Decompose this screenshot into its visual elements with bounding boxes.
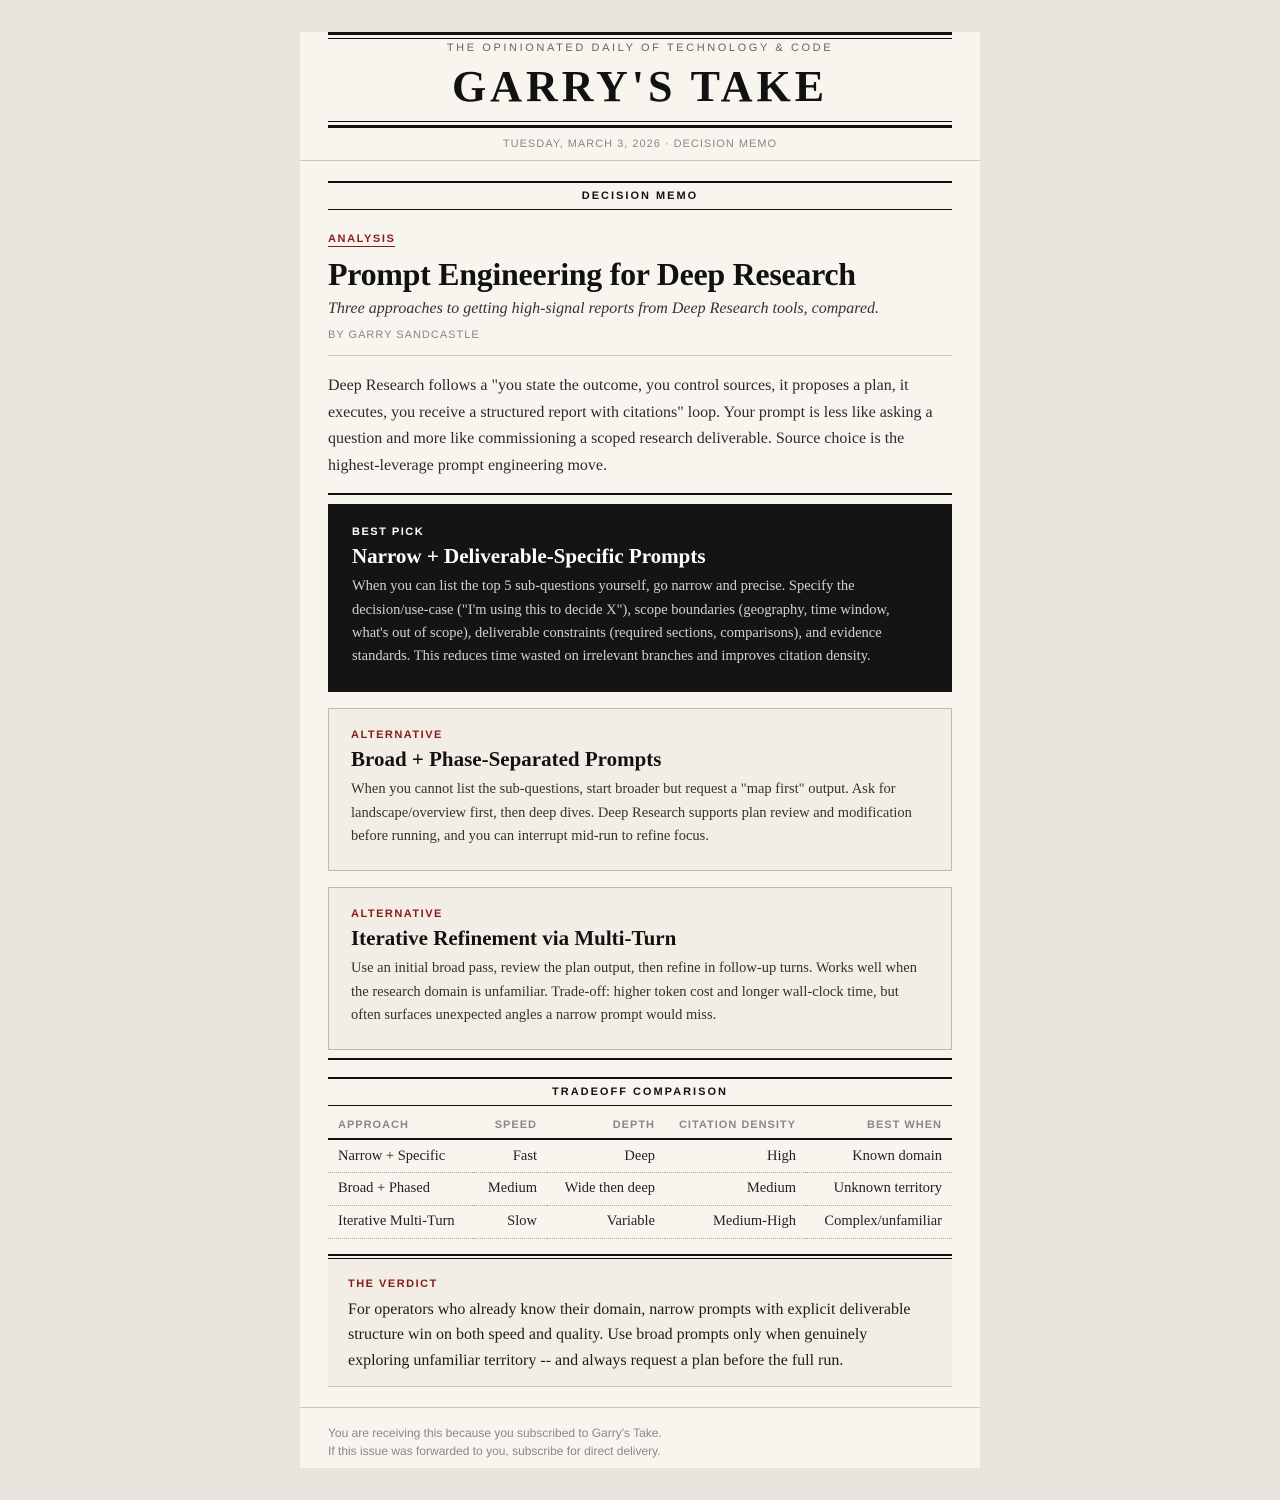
table-cell: Fast (473, 1139, 547, 1172)
masthead-rule-thin (328, 121, 952, 122)
lede-paragraph: Deep Research follows a "you state the outcome, you control sources, it proposes a plan, it executes, you receive a structured report with citations" loop. Your prompt is less like asking a question and more like commissioning a scoped research deliverable. Source choice is the highest-leverage prompt engineering move. (328, 377, 933, 474)
verdict-body: For operators who already know their domain, narrow prompts with explicit deliverable structure win on both speed and quality. Use broad prompts only when genuinely exploring unfamiliar territory -- and always request a plan before the full run. (348, 1300, 911, 1369)
alternative-body: Use an initial broad pass, review the plan output, then refine in follow-up turns. Works well when the research domain is unfamiliar. Trade-off: higher token cost and longer wall-clock time, but often surfaces unexpected angles a narrow prompt would miss. (351, 960, 917, 1023)
table-cell: Known domain (806, 1139, 952, 1172)
best-pick-body: When you can list the top 5 sub-questions yourself, go narrow and precise. Specify the decision/use-case ("I'm using this to decide X"), scope boundaries (geography, time window, what's out of scope), deliverable constraints (required sections, comparisons), and evidence standards. This reduces time wasted on irrelevant branches and improves citation density. (352, 578, 890, 664)
table-cell: Wide then deep (547, 1172, 665, 1205)
alternative-title: Iterative Refinement via Multi-Turn (351, 926, 677, 951)
divider (328, 355, 952, 356)
brand-title: GARRY'S TAKE (451, 62, 829, 111)
dateline: TUESDAY, MARCH 3, 2026 · DECISION MEMO (502, 138, 778, 150)
alternative-card (328, 887, 952, 1050)
alternative-card (328, 708, 952, 871)
best-pick-label: BEST PICK (352, 526, 425, 539)
tagline: THE OPINIONATED DAILY OF TECHNOLOGY & CODE (446, 42, 834, 54)
kicker[interactable]: ANALYSIS (328, 233, 396, 245)
divider (328, 493, 952, 495)
table-cell: Medium (665, 1172, 806, 1205)
dek: Three approaches to getting high-signal reports from Deep Research tools, compared. (328, 300, 880, 317)
section-label: DECISION MEMO (328, 181, 952, 210)
table-cell: High (665, 1139, 806, 1172)
best-pick-title: Narrow + Deliverable-Specific Prompts (352, 544, 706, 569)
column-header-best-when: BEST WHEN (806, 1111, 952, 1139)
newsletter-page (300, 32, 980, 1468)
best-pick-card (328, 504, 952, 692)
table-cell: Medium (473, 1172, 547, 1205)
table-cell: Iterative Multi-Turn (328, 1205, 473, 1238)
masthead (300, 32, 980, 151)
table-header-row (328, 1111, 952, 1139)
divider (328, 1058, 952, 1060)
alternative-title: Broad + Phase-Separated Prompts (351, 747, 662, 772)
table-cell: Complex/unfamiliar (806, 1205, 952, 1238)
table-cell: Narrow + Specific (328, 1139, 473, 1172)
table-cell: Deep (547, 1139, 665, 1172)
masthead-rule (328, 32, 952, 35)
verdict-label: THE VERDICT (348, 1277, 438, 1290)
byline: BY GARRY SANDCASTLE (328, 329, 480, 341)
table-row (328, 1172, 952, 1205)
masthead-rule (328, 125, 952, 128)
comparison-label: TRADEOFF COMPARISON (328, 1077, 952, 1106)
column-header-approach: APPROACH (328, 1111, 473, 1139)
column-header-depth: DEPTH (547, 1111, 665, 1139)
table-row (328, 1139, 952, 1172)
table-cell: Broad + Phased (328, 1172, 473, 1205)
alternative-label: ALTERNATIVE (351, 729, 443, 742)
table-row (328, 1205, 952, 1238)
verdict-box (328, 1259, 952, 1387)
alternative-label: ALTERNATIVE (351, 908, 443, 921)
headline: Prompt Engineering for Deep Research (328, 256, 856, 292)
table-cell: Slow (473, 1205, 547, 1238)
column-header-citation-density: CITATION DENSITY (665, 1111, 806, 1139)
verdict-rule (328, 1254, 952, 1256)
table-cell: Variable (547, 1205, 665, 1238)
header-divider (300, 160, 980, 161)
footer-line: You are receiving this because you subscribed to Garry's Take. (328, 1425, 662, 1440)
masthead-rule-thin (328, 38, 952, 39)
article (300, 181, 980, 1387)
comparison-table (328, 1111, 952, 1239)
table-cell: Unknown territory (806, 1172, 952, 1205)
footer-line: If this issue was forwarded to you, subscribe for direct delivery. (328, 1443, 661, 1458)
column-header-speed: SPEED (473, 1111, 547, 1139)
alternative-body: When you cannot list the sub-questions, start broader but request a "map first" output. Ask for landscape/overview first, then deep dives. Deep Research supports plan review and modification before running, and you can interrupt mid-run to refine focus. (351, 781, 912, 844)
table-cell: Medium-High (665, 1205, 806, 1238)
footer (300, 1407, 980, 1460)
